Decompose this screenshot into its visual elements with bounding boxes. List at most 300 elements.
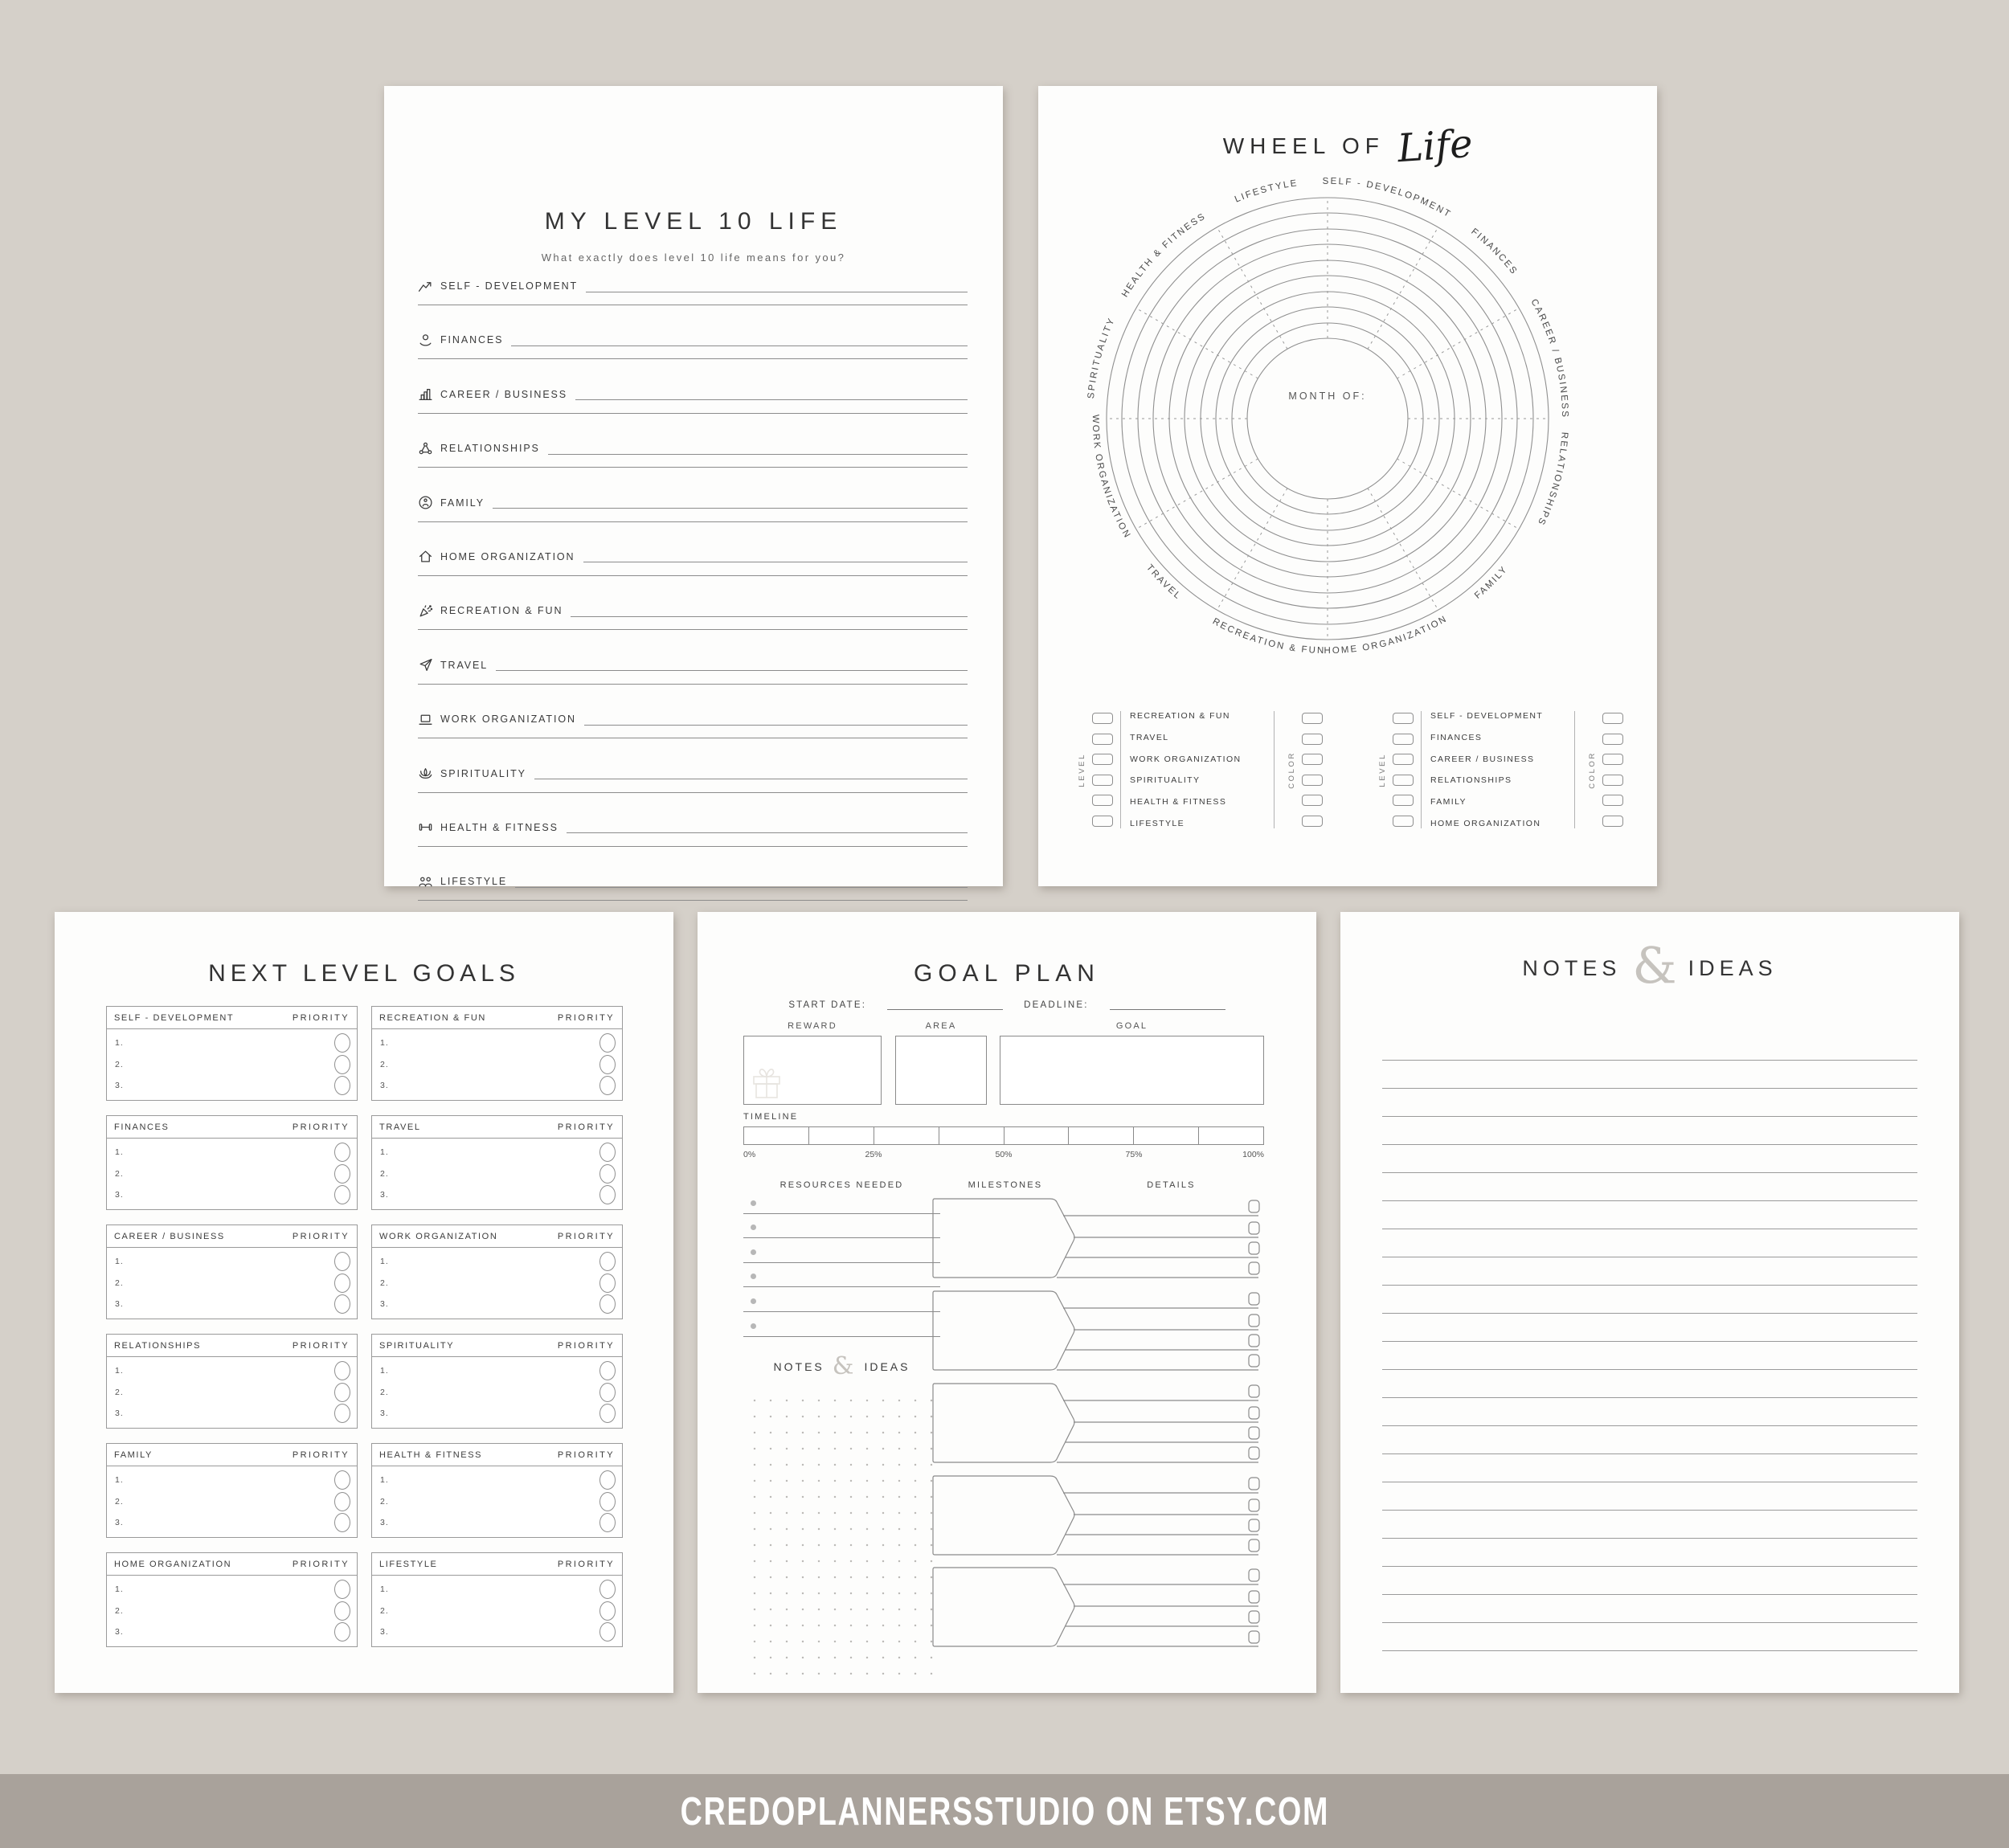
priority-circle <box>334 1383 350 1402</box>
write-in-line <box>418 358 968 359</box>
bullet-dot <box>751 1249 756 1255</box>
category-label: HEALTH & FITNESS <box>440 821 559 833</box>
write-in-line <box>418 846 968 847</box>
row-number: 1. <box>115 1584 124 1594</box>
segment-label: WORK ORGANIZATION <box>1090 414 1133 542</box>
timeline-cell <box>874 1127 939 1144</box>
color-box <box>1302 816 1323 827</box>
hand-coin-icon <box>418 333 433 348</box>
goal-box <box>1000 1036 1264 1105</box>
row-number: 1. <box>380 1366 389 1376</box>
color-box <box>1602 754 1623 765</box>
legend-item: SPIRITUALITY <box>1130 775 1201 786</box>
shop-name: CREDOPLANNERSSTUDIO ON ETSY.COM <box>680 1789 1329 1834</box>
tick-label: 100% <box>1242 1150 1264 1159</box>
category-label: FAMILY <box>440 497 485 509</box>
priority-circle <box>334 1622 350 1642</box>
wheel-of-life-chart <box>1038 166 1657 664</box>
row-number: 3. <box>380 1627 389 1637</box>
timeline-label: TIMELINE <box>743 1112 799 1122</box>
legend-group-right <box>1373 711 1623 828</box>
color-box <box>1302 734 1323 745</box>
row-number: 3. <box>380 1518 389 1527</box>
row-number: 1. <box>115 1147 124 1157</box>
row-number: 1. <box>380 1147 389 1157</box>
priority-circle <box>334 1164 350 1184</box>
write-in-line <box>418 684 968 685</box>
segment-label: HOME ORGANIZATION <box>1324 614 1450 656</box>
resource-row <box>743 1189 940 1214</box>
priority-label: PRIORITY <box>292 1559 350 1569</box>
priority-label: PRIORITY <box>557 1449 615 1460</box>
timeline-cell <box>1133 1127 1198 1144</box>
priority-circle <box>334 1580 350 1599</box>
row-number: 2. <box>115 1168 124 1179</box>
start-date-line <box>887 1001 1003 1010</box>
priority-circle <box>334 1492 350 1511</box>
level-box <box>1393 816 1414 827</box>
tick-label: 25% <box>865 1150 882 1159</box>
level-box-column <box>1092 713 1113 827</box>
milestone-banner <box>933 1384 1259 1462</box>
row-number: 3. <box>115 1627 124 1637</box>
priority-circle <box>599 1404 616 1423</box>
priority-label: PRIORITY <box>557 1012 615 1023</box>
category-label: TRAVEL <box>440 659 489 671</box>
color-box <box>1302 754 1323 765</box>
legend-item: FAMILY <box>1430 797 1467 807</box>
priority-circle <box>599 1513 616 1532</box>
priority-circle <box>334 1361 350 1380</box>
priority-circle <box>334 1055 350 1074</box>
start-date-label: START DATE: <box>788 1000 867 1010</box>
goal-box <box>371 1443 623 1538</box>
bullet-dot <box>751 1298 756 1304</box>
milestones-label: MILESTONES <box>968 1180 1043 1190</box>
goal-box-label: LIFESTYLE <box>379 1559 438 1569</box>
color-box <box>1602 816 1623 827</box>
color-box <box>1302 713 1323 724</box>
goal-box-label: SPIRITUALITY <box>379 1340 455 1351</box>
row-number: 3. <box>115 1299 124 1309</box>
page-notes-ideas <box>1340 912 1959 1693</box>
priority-label: PRIORITY <box>292 1012 350 1023</box>
page-next-level-goals <box>55 912 673 1693</box>
color-box-column <box>1302 713 1323 827</box>
resource-row <box>743 1214 940 1239</box>
row-number: 3. <box>115 1518 124 1527</box>
priority-circle <box>599 1470 616 1490</box>
priority-circle <box>599 1622 616 1642</box>
title-prefix: WHEEL OF <box>1222 133 1385 158</box>
bullet-dot <box>751 1200 756 1206</box>
milestones-column <box>932 1198 1264 1650</box>
reward-label: REWARD <box>788 1021 837 1031</box>
goal-box <box>371 1225 623 1319</box>
priority-circle <box>599 1294 616 1314</box>
goals-column-left <box>106 1006 358 1662</box>
svg-text:SPIRITUALITY <box>1086 316 1117 399</box>
priority-circle <box>334 1601 350 1621</box>
ideas-word: IDEAS <box>864 1359 910 1373</box>
write-in-line <box>418 792 968 793</box>
priority-circle <box>599 1033 616 1053</box>
goal-box <box>106 1006 358 1101</box>
bullet-dot <box>751 1323 756 1329</box>
legend-item: WORK ORGANIZATION <box>1130 754 1242 764</box>
row-number: 1. <box>115 1257 124 1266</box>
priority-label: PRIORITY <box>557 1340 615 1351</box>
page-level10-life <box>384 86 1003 886</box>
wheel-rings <box>1107 198 1549 640</box>
level-box <box>1393 734 1414 745</box>
bullet-dot <box>751 1225 756 1230</box>
row-number: 3. <box>115 1408 124 1418</box>
row-number: 3. <box>115 1190 124 1200</box>
write-in-line <box>571 605 968 617</box>
title-script: Life <box>1396 121 1475 172</box>
notes-word: NOTES <box>773 1359 824 1373</box>
row-number: 2. <box>115 1278 124 1288</box>
area-field <box>895 1021 987 1105</box>
priority-label: PRIORITY <box>292 1231 350 1241</box>
milestone-banner <box>933 1568 1259 1646</box>
legend-group-left <box>1072 711 1323 828</box>
legend-item: HEALTH & FITNESS <box>1130 797 1227 807</box>
list-item <box>418 548 968 602</box>
priority-circle <box>599 1383 616 1402</box>
bar-chart-icon <box>418 386 433 402</box>
write-in-line <box>418 900 968 901</box>
priority-circle <box>599 1601 616 1621</box>
segment-label: FINANCES <box>1469 227 1520 277</box>
list-item <box>418 494 968 548</box>
category-label: RELATIONSHIPS <box>440 443 540 455</box>
svg-text:RECREATION & FUN <box>1211 616 1326 656</box>
priority-circle <box>334 1404 350 1423</box>
row-number: 2. <box>380 1168 389 1179</box>
category-label: RECREATION & FUN <box>440 605 563 617</box>
level-box <box>1092 734 1113 745</box>
svg-text:CAREER / BUSINESS <box>1528 297 1569 419</box>
priority-circle <box>334 1274 350 1293</box>
legend-item: RELATIONSHIPS <box>1430 775 1512 786</box>
color-label: COLOR <box>1588 750 1597 789</box>
list-item <box>418 602 968 656</box>
resources-list <box>743 1189 940 1337</box>
svg-text:WORK ORGANIZATION <box>1090 415 1133 541</box>
goal-box <box>371 1115 623 1210</box>
list-item <box>418 440 968 493</box>
ideas-word: IDEAS <box>1688 955 1778 980</box>
goals-grid <box>106 1006 623 1662</box>
row-number: 2. <box>115 1605 124 1616</box>
color-box <box>1302 775 1323 786</box>
segment-label: TRAVEL <box>1144 562 1184 603</box>
resource-row <box>743 1263 940 1288</box>
priority-circle <box>599 1055 616 1074</box>
priority-label: PRIORITY <box>557 1122 615 1132</box>
house-icon <box>418 549 433 564</box>
goal-box-label: SELF - DEVELOPMENT <box>114 1012 235 1023</box>
ruled-lines <box>1382 1032 1917 1653</box>
segment-label: RECREATION & FUN <box>1210 616 1326 656</box>
row-number: 2. <box>380 1278 389 1288</box>
row-number: 3. <box>380 1408 389 1418</box>
level-box <box>1393 795 1414 806</box>
area-label: AREA <box>925 1021 957 1031</box>
priority-circle <box>599 1274 616 1293</box>
write-in-line <box>418 521 968 522</box>
write-in-line <box>567 821 968 833</box>
notes-word: NOTES <box>1522 955 1622 980</box>
priority-circle <box>599 1580 616 1599</box>
ampersand: & <box>832 1352 857 1380</box>
month-of-label: MONTH OF: <box>1288 390 1367 402</box>
list-item <box>418 819 968 873</box>
legend-item: LIFESTYLE <box>1130 818 1185 828</box>
goal-box-label: HOME ORGANIZATION <box>114 1559 232 1569</box>
priority-circle <box>599 1185 616 1204</box>
write-in-line <box>583 550 968 562</box>
category-label: WORK ORGANIZATION <box>440 713 576 726</box>
timeline-ticks <box>743 1150 1264 1161</box>
goal-field <box>1000 1021 1264 1105</box>
goal-label: GOAL <box>1115 1021 1148 1031</box>
priority-circle <box>334 1185 350 1204</box>
priority-label: PRIORITY <box>292 1122 350 1132</box>
details-label: DETAILS <box>1147 1180 1196 1190</box>
people-icon <box>418 874 433 889</box>
priority-circle <box>334 1294 350 1314</box>
tick-label: 0% <box>743 1150 756 1159</box>
segment-label: HEALTH & FITNESS <box>1120 211 1209 300</box>
goal-box-label: CAREER / BUSINESS <box>114 1231 225 1241</box>
row-number: 2. <box>115 1496 124 1507</box>
wheel-legend <box>1038 711 1657 828</box>
goal-box-label: RELATIONSHIPS <box>114 1340 202 1351</box>
color-box-column <box>1602 713 1623 827</box>
category-label: LIFESTYLE <box>440 876 508 888</box>
priority-circle <box>599 1164 616 1184</box>
row-number: 3. <box>380 1299 389 1309</box>
timeline-cell <box>1068 1127 1133 1144</box>
page-subtitle: What exactly does level 10 life means for you? <box>541 251 846 264</box>
color-label: COLOR <box>1287 750 1296 789</box>
goal-box <box>371 1006 623 1101</box>
level-box <box>1092 713 1113 724</box>
page-title: NEXT LEVEL GOALS <box>208 960 520 987</box>
color-box <box>1602 734 1623 745</box>
row-number: 1. <box>380 1584 389 1594</box>
reward-field <box>743 1021 882 1105</box>
write-in-line <box>575 388 968 400</box>
segment-label: SPIRITUALITY <box>1086 315 1118 399</box>
list-item <box>418 656 968 710</box>
priority-label: PRIORITY <box>557 1559 615 1569</box>
level-box-column <box>1393 713 1414 827</box>
goal-box <box>106 1225 358 1319</box>
legend-item: FINANCES <box>1430 732 1483 742</box>
timeline-bar <box>743 1126 1264 1145</box>
level-box <box>1393 754 1414 765</box>
goal-box <box>371 1334 623 1429</box>
level-box <box>1393 775 1414 786</box>
write-in-line <box>586 280 968 292</box>
deadline-line <box>1110 1001 1225 1010</box>
priority-label: PRIORITY <box>292 1449 350 1460</box>
svg-text:HEALTH & FITNESS <box>1120 211 1208 299</box>
family-circle-icon <box>418 495 433 510</box>
priority-circle <box>334 1252 350 1271</box>
legend-items <box>1120 711 1275 828</box>
list-item <box>418 710 968 764</box>
row-number: 2. <box>380 1605 389 1616</box>
legend-item: RECREATION & FUN <box>1130 711 1230 721</box>
area-box <box>895 1036 987 1105</box>
level-box <box>1092 816 1113 827</box>
goal-box-label: TRAVEL <box>379 1122 421 1132</box>
legend-item: SELF - DEVELOPMENT <box>1430 711 1544 721</box>
page-title: MY LEVEL 10 LIFE <box>544 208 843 235</box>
page-goal-plan <box>698 912 1316 1693</box>
color-box <box>1602 775 1623 786</box>
list-item <box>418 277 968 331</box>
segment-label: CAREER / BUSINESS <box>1528 297 1570 419</box>
page-wheel-of-life <box>1038 86 1657 886</box>
level-box <box>1393 713 1414 724</box>
priority-circle <box>599 1143 616 1162</box>
priority-circle <box>334 1076 350 1095</box>
segment-label: RELATIONSHIPS <box>1535 431 1569 528</box>
bullet-dot <box>751 1274 756 1279</box>
level-box <box>1092 795 1113 806</box>
priority-circle <box>599 1492 616 1511</box>
category-label: SELF - DEVELOPMENT <box>440 280 579 292</box>
category-list <box>418 277 968 927</box>
laptop-icon <box>418 712 433 727</box>
write-in-line <box>515 876 968 888</box>
party-popper-icon <box>418 603 433 619</box>
timeline-cell <box>744 1127 808 1144</box>
priority-label: PRIORITY <box>557 1231 615 1241</box>
resource-row <box>743 1312 940 1337</box>
page-title <box>1340 936 1959 995</box>
segment-label: LIFESTYLE <box>1233 178 1299 205</box>
goal-box-label: RECREATION & FUN <box>379 1012 486 1023</box>
svg-text:HOME ORGANIZATION <box>1324 614 1449 656</box>
write-in-line <box>534 767 968 779</box>
category-label: CAREER / BUSINESS <box>440 388 568 400</box>
row-number: 1. <box>380 1257 389 1266</box>
network-icon <box>418 441 433 456</box>
row-number: 2. <box>380 1496 389 1507</box>
segment-label: SELF - DEVELOPMENT <box>1322 176 1454 220</box>
legend-item: TRAVEL <box>1130 732 1169 742</box>
timeline-cell <box>808 1127 874 1144</box>
write-in-line <box>418 575 968 576</box>
priority-circle <box>334 1513 350 1532</box>
category-label: HOME ORGANIZATION <box>440 550 575 562</box>
growth-chart-icon <box>418 279 433 294</box>
milestone-banner <box>933 1199 1259 1278</box>
svg-text:TRAVEL <box>1144 563 1184 603</box>
goal-box <box>106 1115 358 1210</box>
reward-box <box>743 1036 882 1105</box>
milestone-banner <box>933 1291 1259 1370</box>
priority-circle <box>599 1076 616 1095</box>
priority-circle <box>334 1470 350 1490</box>
row-number: 3. <box>115 1081 124 1090</box>
priority-label: PRIORITY <box>292 1340 350 1351</box>
segment-label: FAMILY <box>1473 563 1510 601</box>
level-label: LEVEL <box>1378 752 1387 787</box>
row-number: 2. <box>380 1059 389 1069</box>
write-in-line <box>493 497 968 509</box>
milestone-banner <box>933 1476 1259 1555</box>
wheel-segment-labels <box>1086 177 1569 656</box>
svg-text:FAMILY <box>1473 564 1510 601</box>
list-item <box>418 331 968 385</box>
goal-box-label: FINANCES <box>114 1122 170 1132</box>
category-label: SPIRITUALITY <box>440 767 526 779</box>
page-title: GOAL PLAN <box>914 960 1100 987</box>
timeline-cell <box>939 1127 1004 1144</box>
list-item <box>418 765 968 819</box>
row-number: 2. <box>380 1387 389 1397</box>
color-box <box>1602 713 1623 724</box>
tick-label: 75% <box>1125 1150 1143 1159</box>
row-number: 1. <box>380 1475 389 1485</box>
resources-label: RESOURCES NEEDED <box>779 1180 904 1190</box>
svg-text:FINANCES <box>1469 227 1519 276</box>
goal-box-label: WORK ORGANIZATION <box>379 1231 498 1241</box>
goal-box <box>106 1334 358 1429</box>
wheel-spokes <box>1107 198 1549 640</box>
tick-label: 50% <box>995 1150 1013 1159</box>
airplane-icon <box>418 657 433 673</box>
write-in-line <box>548 443 968 455</box>
row-number: 3. <box>380 1190 389 1200</box>
lotus-icon <box>418 766 433 781</box>
deadline-label: DEADLINE: <box>1024 1000 1089 1010</box>
priority-circle <box>334 1143 350 1162</box>
row-number: 2. <box>115 1387 124 1397</box>
timeline-cell <box>1004 1127 1069 1144</box>
priority-circle <box>599 1252 616 1271</box>
level-box <box>1092 754 1113 765</box>
row-number: 1. <box>115 1475 124 1485</box>
write-in-line <box>418 467 968 468</box>
legend-item: HOME ORGANIZATION <box>1430 818 1541 828</box>
footer-banner <box>0 1774 2009 1848</box>
list-item <box>418 386 968 440</box>
goal-box <box>106 1552 358 1647</box>
goal-box <box>106 1443 358 1538</box>
goal-box <box>371 1552 623 1647</box>
resource-row <box>743 1238 940 1263</box>
color-box <box>1302 795 1323 806</box>
category-label: FINANCES <box>440 334 504 346</box>
goals-column-right <box>371 1006 623 1662</box>
timeline-cell <box>1198 1127 1263 1144</box>
row-number: 1. <box>115 1366 124 1376</box>
level-box <box>1092 775 1113 786</box>
legend-items <box>1421 711 1575 828</box>
priority-circle <box>599 1361 616 1380</box>
row-number: 1. <box>115 1038 124 1048</box>
gift-icon <box>751 1065 783 1101</box>
